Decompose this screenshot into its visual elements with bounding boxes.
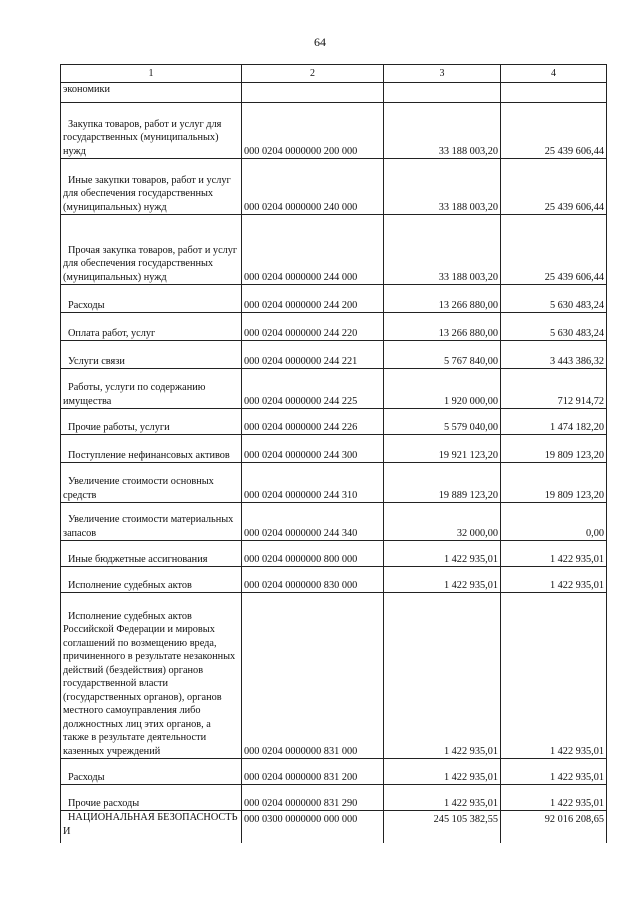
row-code: 000 0204 0000000 244 226 <box>242 409 384 435</box>
row-col3: 1 422 935,01 <box>384 785 501 811</box>
row-name: Увеличение стоимости основных средств <box>61 463 242 503</box>
row-col3: 5 579 040,00 <box>384 409 501 435</box>
table-row <box>61 541 607 567</box>
page-number: 64 <box>314 35 326 49</box>
row-col3: 13 266 880,00 <box>384 285 501 313</box>
table-row <box>61 593 607 759</box>
row-name: Работы, услуги по содержанию имущества <box>61 369 242 409</box>
row-code: 000 0204 0000000 244 310 <box>242 463 384 503</box>
table-row <box>61 785 607 811</box>
column-header-3: 3 <box>384 65 501 83</box>
row-name: Исполнение судебных актов <box>61 567 242 593</box>
row-col3: 33 188 003,20 <box>384 215 501 285</box>
row-col3: 245 105 382,55 <box>384 811 501 843</box>
row-code: 000 0204 0000000 200 000 <box>242 103 384 159</box>
row-col3: 5 767 840,00 <box>384 341 501 369</box>
row-col4: 25 439 606,44 <box>501 215 607 285</box>
row-name: Прочие расходы <box>61 785 242 811</box>
table-row <box>61 811 607 843</box>
row-code: 000 0204 0000000 830 000 <box>242 567 384 593</box>
table-row <box>61 341 607 369</box>
row-col4: 1 422 935,01 <box>501 541 607 567</box>
row-col3: 33 188 003,20 <box>384 103 501 159</box>
row-name: Закупка товаров, работ и услуг для государственных (муниципальных) нужд <box>61 103 242 159</box>
header-row <box>61 65 607 83</box>
budget-table <box>60 64 607 843</box>
row-name: Исполнение судебных актов Российской Федерации и мировых соглашений по возмещению вреда, причиненного в результате незаконных действий (бездействия) органов государственной власти (государственных органов), органов местного самоуправления либо должностных лиц этих органов, а также в результате деятельности казенных учреждений <box>61 593 242 759</box>
row-name: Прочие работы, услуги <box>61 409 242 435</box>
row-name: экономики <box>61 83 242 103</box>
row-code: 000 0204 0000000 244 221 <box>242 341 384 369</box>
row-col4: 5 630 483,24 <box>501 313 607 341</box>
row-col4: 19 809 123,20 <box>501 463 607 503</box>
table-row <box>61 159 607 215</box>
row-col4: 5 630 483,24 <box>501 285 607 313</box>
table-row <box>61 759 607 785</box>
table-row <box>61 503 607 541</box>
row-col4: 712 914,72 <box>501 369 607 409</box>
row-code <box>242 83 384 103</box>
row-code: 000 0300 0000000 000 000 <box>242 811 384 843</box>
row-col4: 1 422 935,01 <box>501 759 607 785</box>
table-row <box>61 435 607 463</box>
row-code: 000 0204 0000000 244 200 <box>242 285 384 313</box>
table-row <box>61 285 607 313</box>
row-name: НАЦИОНАЛЬНАЯ БЕЗОПАСНОСТЬ И <box>61 811 242 843</box>
row-col4: 3 443 386,32 <box>501 341 607 369</box>
row-name: Расходы <box>61 759 242 785</box>
row-code: 000 0204 0000000 800 000 <box>242 541 384 567</box>
column-header-4: 4 <box>501 65 607 83</box>
row-code: 000 0204 0000000 831 200 <box>242 759 384 785</box>
row-col3: 1 422 935,01 <box>384 567 501 593</box>
row-col3: 1 422 935,01 <box>384 593 501 759</box>
row-col4: 25 439 606,44 <box>501 159 607 215</box>
row-code: 000 0204 0000000 244 300 <box>242 435 384 463</box>
row-col4: 1 422 935,01 <box>501 593 607 759</box>
row-name: Расходы <box>61 285 242 313</box>
row-col3: 19 921 123,20 <box>384 435 501 463</box>
row-col3: 33 188 003,20 <box>384 159 501 215</box>
row-code: 000 0204 0000000 244 000 <box>242 215 384 285</box>
column-header-1: 1 <box>61 65 242 83</box>
table-row <box>61 313 607 341</box>
row-name: Прочая закупка товаров, работ и услуг для обеспечения государственных (муниципальных) нужд <box>61 215 242 285</box>
row-col4: 1 422 935,01 <box>501 567 607 593</box>
row-col4: 25 439 606,44 <box>501 103 607 159</box>
row-col4: 0,00 <box>501 503 607 541</box>
table-row <box>61 567 607 593</box>
row-name: Иные бюджетные ассигнования <box>61 541 242 567</box>
row-col3 <box>384 83 501 103</box>
row-name: Оплата работ, услуг <box>61 313 242 341</box>
row-col3: 1 422 935,01 <box>384 541 501 567</box>
row-col4: 19 809 123,20 <box>501 435 607 463</box>
row-col4 <box>501 83 607 103</box>
row-col3: 1 422 935,01 <box>384 759 501 785</box>
row-code: 000 0204 0000000 831 290 <box>242 785 384 811</box>
table-row <box>61 369 607 409</box>
row-name: Поступление нефинансовых активов <box>61 435 242 463</box>
row-code: 000 0204 0000000 240 000 <box>242 159 384 215</box>
table-row <box>61 409 607 435</box>
row-code: 000 0204 0000000 244 220 <box>242 313 384 341</box>
table-row <box>61 103 607 159</box>
row-col3: 19 889 123,20 <box>384 463 501 503</box>
row-code: 000 0204 0000000 244 340 <box>242 503 384 541</box>
row-col4: 1 474 182,20 <box>501 409 607 435</box>
table-row <box>61 215 607 285</box>
row-col4: 1 422 935,01 <box>501 785 607 811</box>
row-col4: 92 016 208,65 <box>501 811 607 843</box>
column-header-2: 2 <box>242 65 384 83</box>
row-name: Иные закупки товаров, работ и услуг для обеспечения государственных (муниципальных) нужд <box>61 159 242 215</box>
row-name: Увеличение стоимости материальных запасов <box>61 503 242 541</box>
row-code: 000 0204 0000000 831 000 <box>242 593 384 759</box>
row-code: 000 0204 0000000 244 225 <box>242 369 384 409</box>
table-row <box>61 463 607 503</box>
row-col3: 1 920 000,00 <box>384 369 501 409</box>
row-name: Услуги связи <box>61 341 242 369</box>
row-col3: 13 266 880,00 <box>384 313 501 341</box>
row-col3: 32 000,00 <box>384 503 501 541</box>
table-row <box>61 83 607 103</box>
